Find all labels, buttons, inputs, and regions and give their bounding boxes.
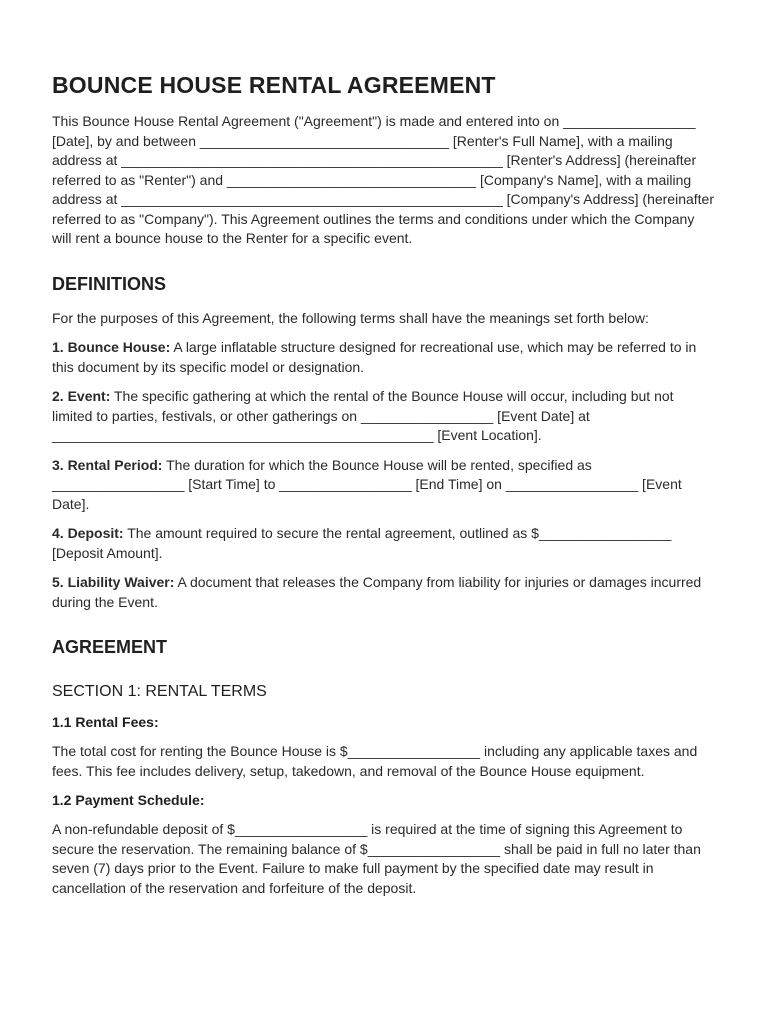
definition-term: 1. Bounce House: (52, 339, 171, 355)
definition-term: 5. Liability Waiver: (52, 574, 175, 590)
definition-term: 3. Rental Period: (52, 456, 163, 473)
definition-text: The duration for which the Bounce House will be rented, specified as _________________ [Start Time] to _________________ [End Time] on _________________ [Event Date]. (52, 456, 682, 512)
definition-item (52, 338, 716, 377)
definition-text: The specific gathering at which the rental of the Bounce House will occur, including but not limited to parties, festivals, or other gatherings on _________________ [Event Date] at _________________________________________________ [Event Location]. (52, 388, 674, 443)
definition-term: 4. Deposit: (52, 525, 124, 541)
definition-text: A large inflatable structure designed for recreational use, which may be referred to in this document by its specific model or designation. (52, 339, 697, 375)
definitions-lead: For the purposes of this Agreement, the following terms shall have the meanings set forth below: (52, 309, 649, 326)
rental-fees-heading: 1.1 Rental Fees: (52, 714, 159, 730)
definition-item (52, 387, 716, 446)
definitions-heading: DEFINITIONS (52, 273, 167, 294)
definition-item (52, 524, 716, 563)
document-title: BOUNCE HOUSE RENTAL AGREEMENT (52, 72, 496, 98)
payment-schedule-heading: 1.2 Payment Schedule: (52, 792, 205, 808)
payment-schedule-paragraph: A non-refundable deposit of $_________________ is required at the time of signing this Agreement to secure the reservation. The remaining balance of $_________________ shall be paid in full no later than seven (7) days prior to the Event. Failure to make full payment by the specified date may result in cancellation of the reservation and forfeiture of the deposit. (52, 821, 701, 896)
definition-term: 2. Event: (52, 388, 111, 404)
rental-fees-paragraph: The total cost for renting the Bounce House is $_________________ including any applicable taxes and fees. This fee includes delivery, setup, takedown, and removal of the Bounce House equipment. (52, 743, 698, 779)
agreement-heading: AGREEMENT (52, 637, 168, 657)
definition-text: A document that releases the Company from liability for injuries or damages incurred during the Event. (52, 574, 702, 610)
intro-paragraph: This Bounce House Rental Agreement ("Agreement") is made and entered into on _________________ [Date], by and between ________________________________ [Renter's Full Name], with a mailing address at _________________________________________________ [Renter's Address] (hereinafter referred to as "Renter") and ________________________________ [Company's Name], with a mailing address at _________________________________________________ [Company's Address] (hereinafter referred to as "Company"). This Agreement outlines the terms and conditions under which the Company will rent a bounce house to the Renter for a specific event. (52, 113, 714, 246)
definition-item (52, 573, 716, 612)
definition-item (52, 456, 716, 515)
section-1-heading: SECTION 1: RENTAL TERMS (52, 683, 267, 700)
definition-text: The amount required to secure the rental agreement, outlined as $_________________ [Deposit Amount]. (52, 525, 672, 561)
